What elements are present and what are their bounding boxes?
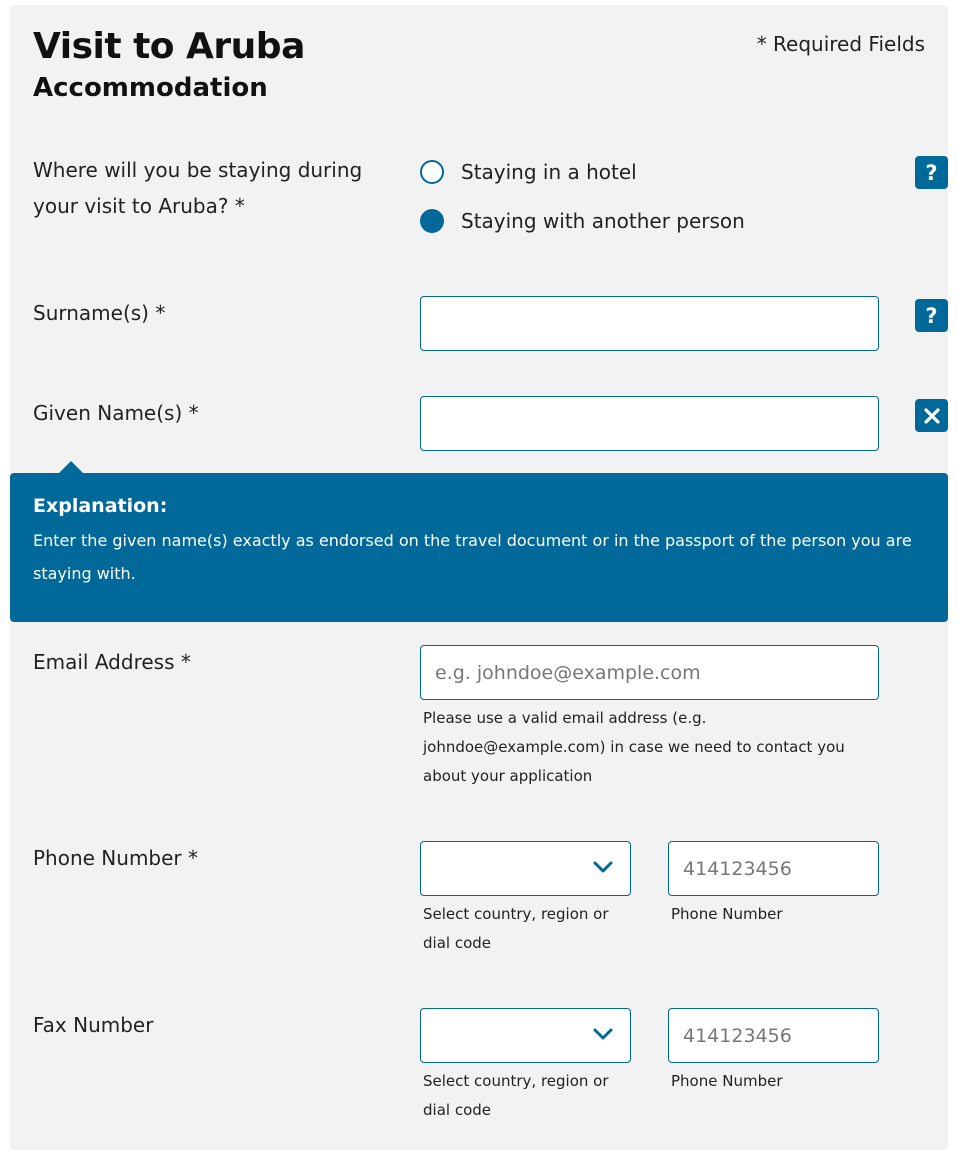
required-fields-note: * Required Fields	[756, 32, 925, 56]
radio-label-another-person: Staying with another person	[461, 209, 745, 233]
fax-label: Fax Number	[33, 1013, 154, 1037]
close-icon	[923, 407, 941, 425]
phone-country-hint: Select country, region or dial code	[423, 905, 609, 952]
section-subtitle: Accommodation	[33, 73, 268, 103]
radio-button-another-person[interactable]	[420, 209, 444, 233]
fax-country-hint: Select country, region or dial code	[423, 1072, 609, 1119]
stay-question-label: Where will you be staying during your visit to Aruba? *	[33, 158, 363, 218]
chevron-down-icon	[592, 1023, 614, 1045]
help-icon-stay[interactable]: ?	[915, 156, 948, 189]
page-title: Visit to Aruba	[33, 26, 305, 67]
phone-number-input[interactable]	[668, 841, 879, 896]
radio-option-another-person[interactable]	[420, 209, 745, 233]
radio-option-hotel[interactable]	[420, 160, 637, 184]
fax-number-hint: Phone Number	[671, 1072, 783, 1090]
email-label: Email Address *	[33, 650, 191, 674]
explanation-title: Explanation:	[33, 495, 168, 517]
help-icon-surname[interactable]: ?	[915, 299, 948, 332]
given-name-label: Given Name(s) *	[33, 401, 199, 425]
phone-number-hint: Phone Number	[671, 905, 783, 923]
explanation-box	[10, 473, 948, 622]
email-input[interactable]	[420, 645, 879, 700]
phone-label: Phone Number *	[33, 846, 199, 870]
given-name-input[interactable]	[420, 396, 879, 451]
close-explanation-icon[interactable]	[915, 399, 948, 432]
fax-country-select[interactable]	[420, 1008, 631, 1063]
surname-label: Surname(s) *	[33, 301, 166, 325]
chevron-down-icon	[592, 856, 614, 878]
fax-number-input[interactable]	[668, 1008, 879, 1063]
radio-button-hotel[interactable]	[420, 160, 444, 184]
radio-label-hotel: Staying in a hotel	[461, 160, 637, 184]
phone-country-select[interactable]	[420, 841, 631, 896]
email-hint: Please use a valid email address (e.g. johndoe@example.com) in case we need to contact you about your application	[423, 709, 845, 785]
surname-input[interactable]	[420, 296, 879, 351]
explanation-pointer	[59, 461, 83, 473]
explanation-text: Enter the given name(s) exactly as endorsed on the travel document or in the passport of the person you are staying with.	[33, 531, 912, 583]
